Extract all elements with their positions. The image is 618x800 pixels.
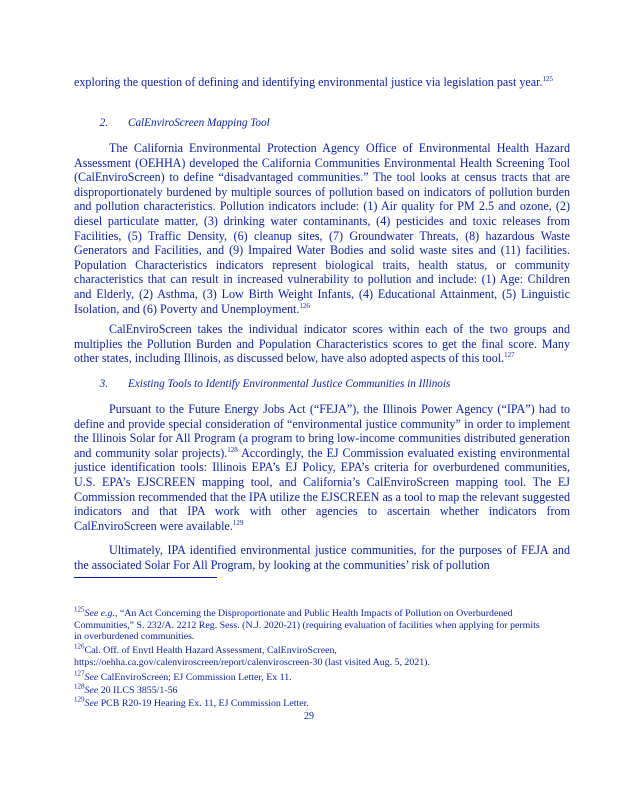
paragraph-text: Accordingly, the EJ Commission evaluated existing environmental justice identification tools: Illinois EPA’s EJ Policy, EPA’s criteria for overburdened communities, U.S. EPA’s EJSCREEN mapping tool, and California’s CalEnviroScreen mapping tool. The EJ Commission recommended that the IPA utilize the EJSCREEN as a tool to map the relevant suggested indicators and that IPA work with other agencies to ascertain whether indicators from CalEnviroScreen were available.: [74, 445, 571, 533]
footnote-number: 129: [74, 695, 85, 704]
footnote-separator: [74, 577, 217, 578]
footnote-126: [74, 642, 544, 668]
paragraph-text: The California Environmental Protection Agency Office of Environmental Health Hazard Assessment (OEHHA) developed the California Communities Environmental Health Screening Tool (CalEnviroScreen) to define “disadvantaged communities.” The tool looks at census tracts that are disproportionately burdened by multiple sources of pollution based on indicators of pollution burden and pollution characteristics. Pollution indicators include: (1) Air quality for PM 2.5 and ozone, (2) diesel particulate matter, (3) drinking water contaminants, (4) pesticides and toxic releases from Facilities, (5) Traffic Density, (6) cleanup sites, (7) Groundwater Threats, (8) hazardous Waste Generators and Facilities, and (9) Impaired Water Bodies and solid waste sites and (11) facilities. Population Characteristics indicators represent biological traits, health status, or community characteristics that can result in increased vulnerability to pollution and include: (1) Age: Children and Elderly, (2) Asthma, (3) Low Birth Weight Infants, (4) Educational Attainment, (5) Linguistic Isolation, and (6) Poverty and Unemployment.: [74, 141, 570, 316]
footnote-ref-129[interactable]: 129: [232, 518, 244, 527]
footnote-ref-126[interactable]: 126: [299, 301, 310, 310]
footnote-129: [74, 695, 544, 710]
footnote-number: 126: [74, 642, 85, 651]
footnote-number: 128: [74, 682, 85, 691]
paragraph-calenviroscreen-description: [74, 141, 570, 316]
footnote-text: CalEnviroScreen; EJ Commission Letter, Ex 11.: [98, 672, 292, 683]
footnote-text: Cal. Off. of Envtl Health Hazard Assessment, CalEnviroScreen, https://oehha.ca.gov/calenviroscreen/report/calenviroscreen-30 (last visited Aug. 5, 2021).: [74, 645, 430, 668]
footnote-signal: See e.g.: [84, 608, 115, 619]
section-title: Existing Tools to Identify Environmental Justice Communities in Illinois: [128, 378, 451, 390]
footnote-128: [74, 682, 544, 697]
paragraph-text: Ultimately, IPA identified environmental justice communities, for the purposes of FEJA and the associated Solar For All Program, by looking at the communities’ risk of pollution: [74, 543, 570, 572]
paragraph-ipa-identification: [74, 543, 570, 572]
footnote-ref-125[interactable]: 125: [542, 74, 554, 83]
section-title: CalEnviroScreen Mapping Tool: [128, 117, 270, 129]
footnote-signal: See: [84, 698, 99, 709]
footnote-text: , “An Act Concerning the Disproportionate and Public Health Impacts of Pollution on Overburdened Communities,” S. 232/A. 2212 Reg. Sess. (N.J. 2020-21) (requiring evaluation of facilities when applying for permits in overburdened communities.: [74, 608, 540, 642]
footnote-number: 127: [74, 669, 85, 678]
section-heading-illinois-tools: [74, 378, 570, 390]
section-number: 3.: [99, 378, 108, 390]
page-number: 29: [304, 711, 314, 722]
paragraph-intro-continued: [74, 75, 570, 90]
footnote-text: PCB R20-19 Hearing Ex. 11, EJ Commission Letter.: [98, 698, 309, 709]
paragraph-text: exploring the question of defining and identifying environmental justice via legislation past year.: [74, 75, 543, 89]
section-number: 2.: [99, 117, 108, 129]
footnote-125: [74, 605, 544, 643]
footnote-text: 20 ILCS 3855/1-56: [98, 685, 178, 696]
footnote-127: [74, 669, 544, 684]
section-heading-calenviroscreen: [74, 117, 570, 129]
paragraph-text: CalEnviroScreen takes the individual indicator scores within each of the two groups and multiplies the Pollution Burden and Population Characteristics scores to get the final score. Many other states, including Illinois, as discussed below, have also adopted aspects of this tool.: [74, 322, 570, 366]
paragraph-text: Pursuant to the Future Energy Jobs Act (“FEJA”), the Illinois Power Agency (“IPA”) had to define and provide special consideration of “environmental justice community” in order to implement the Illinois Solar for All Program (a program to bring low-income communities distributed generation and community solar projects).: [74, 402, 570, 460]
paragraph-calenviroscreen-scoring: [74, 322, 570, 366]
footnote-ref-128[interactable]: 128: [227, 445, 238, 454]
footnote-ref-127[interactable]: 127: [504, 351, 515, 360]
footnote-number: 125: [74, 605, 85, 614]
paragraph-feja-ipa: [74, 402, 570, 533]
footnote-signal: See: [84, 672, 99, 683]
footnote-signal: See: [84, 685, 99, 696]
